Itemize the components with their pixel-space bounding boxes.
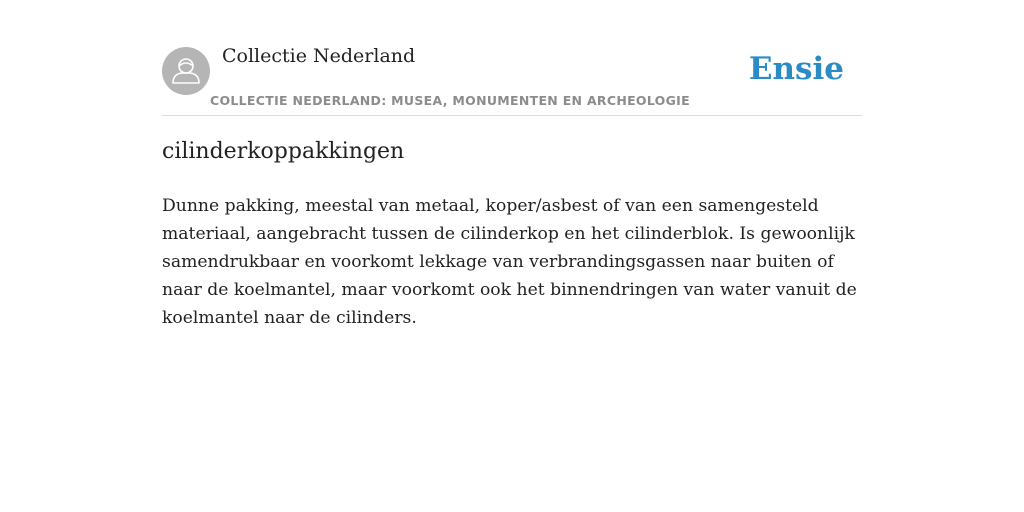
author-name[interactable]: Collectie Nederland — [222, 45, 416, 67]
avatar[interactable] — [162, 47, 210, 95]
ensie-logo[interactable]: Ensie — [748, 51, 844, 87]
entry-definition: Dunne pakking, meestal van metaal, koper/asbest of van een samengesteld materiaal, aangebracht tussen de cilinderkop en het cilinderblok. Is gewoonlijk samendrukbaar en voorkomt lekkage van verbrandingsgassen naar buiten of naar de koelmantel, maar voorkomt ook het binnendringen van water vanuit de koelmantel naar de cilinders. — [162, 196, 857, 328]
user-avatar-icon — [162, 47, 210, 95]
entry-title: cilinderkoppakkingen — [162, 139, 405, 164]
entry-container — [162, 0, 862, 328]
entry-header — [162, 0, 862, 116]
source-link[interactable]: COLLECTIE NEDERLAND: MUSEA, MONUMENTEN EN ARCHEOLOGIE — [210, 93, 690, 108]
